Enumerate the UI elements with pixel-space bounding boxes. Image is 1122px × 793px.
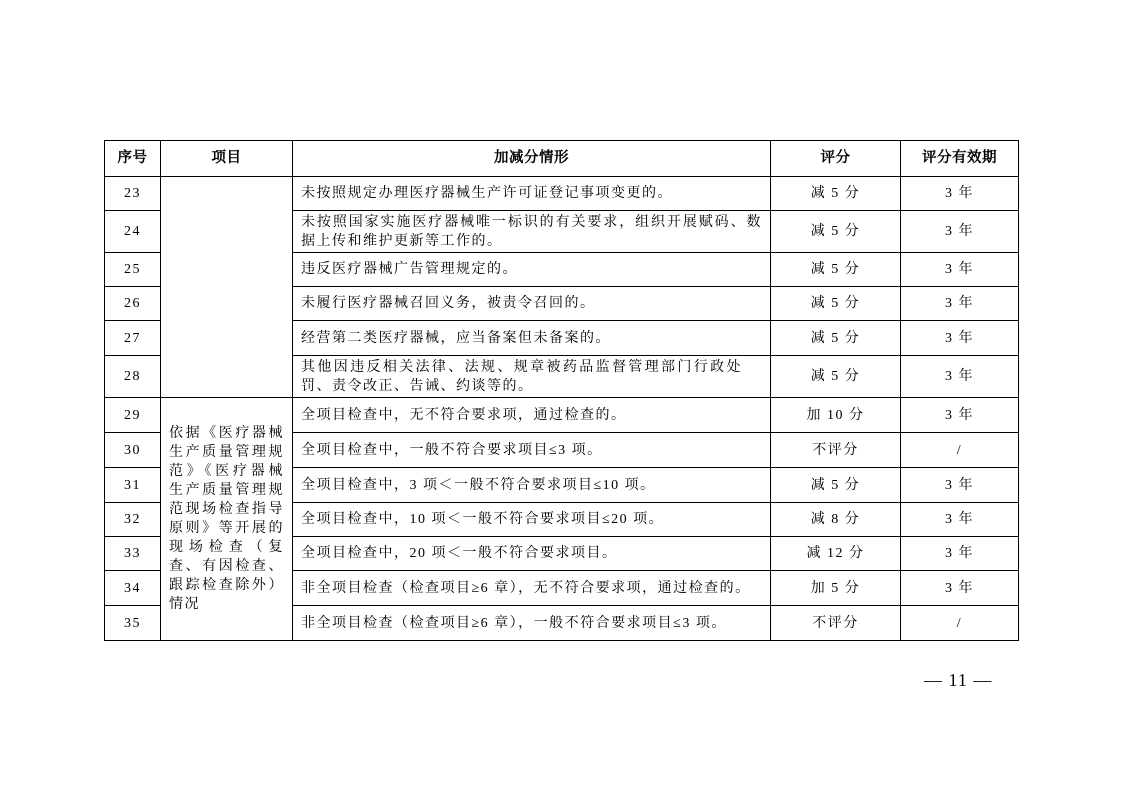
scoring-table (104, 140, 1019, 641)
score-value: 减 8 分 (771, 503, 901, 537)
item-cell-empty (161, 177, 293, 398)
score-value: 不评分 (771, 606, 901, 641)
score-value: 减 5 分 (771, 253, 901, 287)
row-number: 26 (105, 287, 161, 321)
case-description: 违反医疗器械广告管理规定的。 (293, 253, 771, 287)
case-description: 经营第二类医疗器械，应当备案但未备案的。 (293, 321, 771, 356)
row-number: 25 (105, 253, 161, 287)
score-value: 加 10 分 (771, 398, 901, 433)
validity-period: 3 年 (901, 537, 1019, 571)
validity-period: 3 年 (901, 287, 1019, 321)
validity-period: 3 年 (901, 571, 1019, 606)
case-description: 全项目检查中，一般不符合要求项目≤3 项。 (293, 433, 771, 468)
case-description: 全项目检查中，3 项＜一般不符合要求项目≤10 项。 (293, 468, 771, 503)
table-row (105, 177, 1019, 211)
row-number: 33 (105, 537, 161, 571)
validity-period: 3 年 (901, 503, 1019, 537)
row-number: 30 (105, 433, 161, 468)
score-value: 减 5 分 (771, 356, 901, 398)
row-number: 32 (105, 503, 161, 537)
score-value: 减 5 分 (771, 287, 901, 321)
table-header-row (105, 141, 1019, 177)
header-item: 项目 (161, 141, 293, 177)
validity-period: 3 年 (901, 321, 1019, 356)
row-number: 31 (105, 468, 161, 503)
row-number: 24 (105, 211, 161, 253)
page-number: — 11 — (924, 670, 993, 690)
case-description: 非全项目检查（检查项目≥6 章），无不符合要求项，通过检查的。 (293, 571, 771, 606)
validity-period: 3 年 (901, 398, 1019, 433)
case-description: 非全项目检查（检查项目≥6 章），一般不符合要求项目≤3 项。 (293, 606, 771, 641)
header-number: 序号 (105, 141, 161, 177)
case-description: 其他因违反相关法律、法规、规章被药品监督管理部门行政处罚、责令改正、告诫、约谈等的。 (293, 356, 771, 398)
score-value: 减 5 分 (771, 177, 901, 211)
row-number: 27 (105, 321, 161, 356)
validity-period: 3 年 (901, 356, 1019, 398)
row-number: 34 (105, 571, 161, 606)
case-description: 全项目检查中，10 项＜一般不符合要求项目≤20 项。 (293, 503, 771, 537)
case-description: 未按照规定办理医疗器械生产许可证登记事项变更的。 (293, 177, 771, 211)
score-value: 不评分 (771, 433, 901, 468)
case-description: 未按照国家实施医疗器械唯一标识的有关要求，组织开展赋码、数据上传和维护更新等工作的。 (293, 211, 771, 253)
validity-period: / (901, 606, 1019, 641)
row-number: 23 (105, 177, 161, 211)
score-value: 加 5 分 (771, 571, 901, 606)
score-value: 减 5 分 (771, 321, 901, 356)
case-description: 全项目检查中，20 项＜一般不符合要求项目。 (293, 537, 771, 571)
header-validity: 评分有效期 (901, 141, 1019, 177)
validity-period: 3 年 (901, 211, 1019, 253)
case-description: 未履行医疗器械召回义务，被责令召回的。 (293, 287, 771, 321)
validity-period: 3 年 (901, 468, 1019, 503)
score-value: 减 12 分 (771, 537, 901, 571)
header-case: 加减分情形 (293, 141, 771, 177)
table-row (105, 398, 1019, 433)
validity-period: 3 年 (901, 177, 1019, 211)
score-value: 减 5 分 (771, 211, 901, 253)
row-number: 35 (105, 606, 161, 641)
case-description: 全项目检查中，无不符合要求项，通过检查的。 (293, 398, 771, 433)
row-number: 28 (105, 356, 161, 398)
validity-period: / (901, 433, 1019, 468)
header-score: 评分 (771, 141, 901, 177)
row-number: 29 (105, 398, 161, 433)
score-value: 减 5 分 (771, 468, 901, 503)
validity-period: 3 年 (901, 253, 1019, 287)
item-group-description: 依据《医疗器械生产质量管理规范》《医疗器械生产质量管理规范现场检查指导原则》等开展的现场检查（复查、有因检查、跟踪检查除外）情况 (161, 398, 293, 641)
